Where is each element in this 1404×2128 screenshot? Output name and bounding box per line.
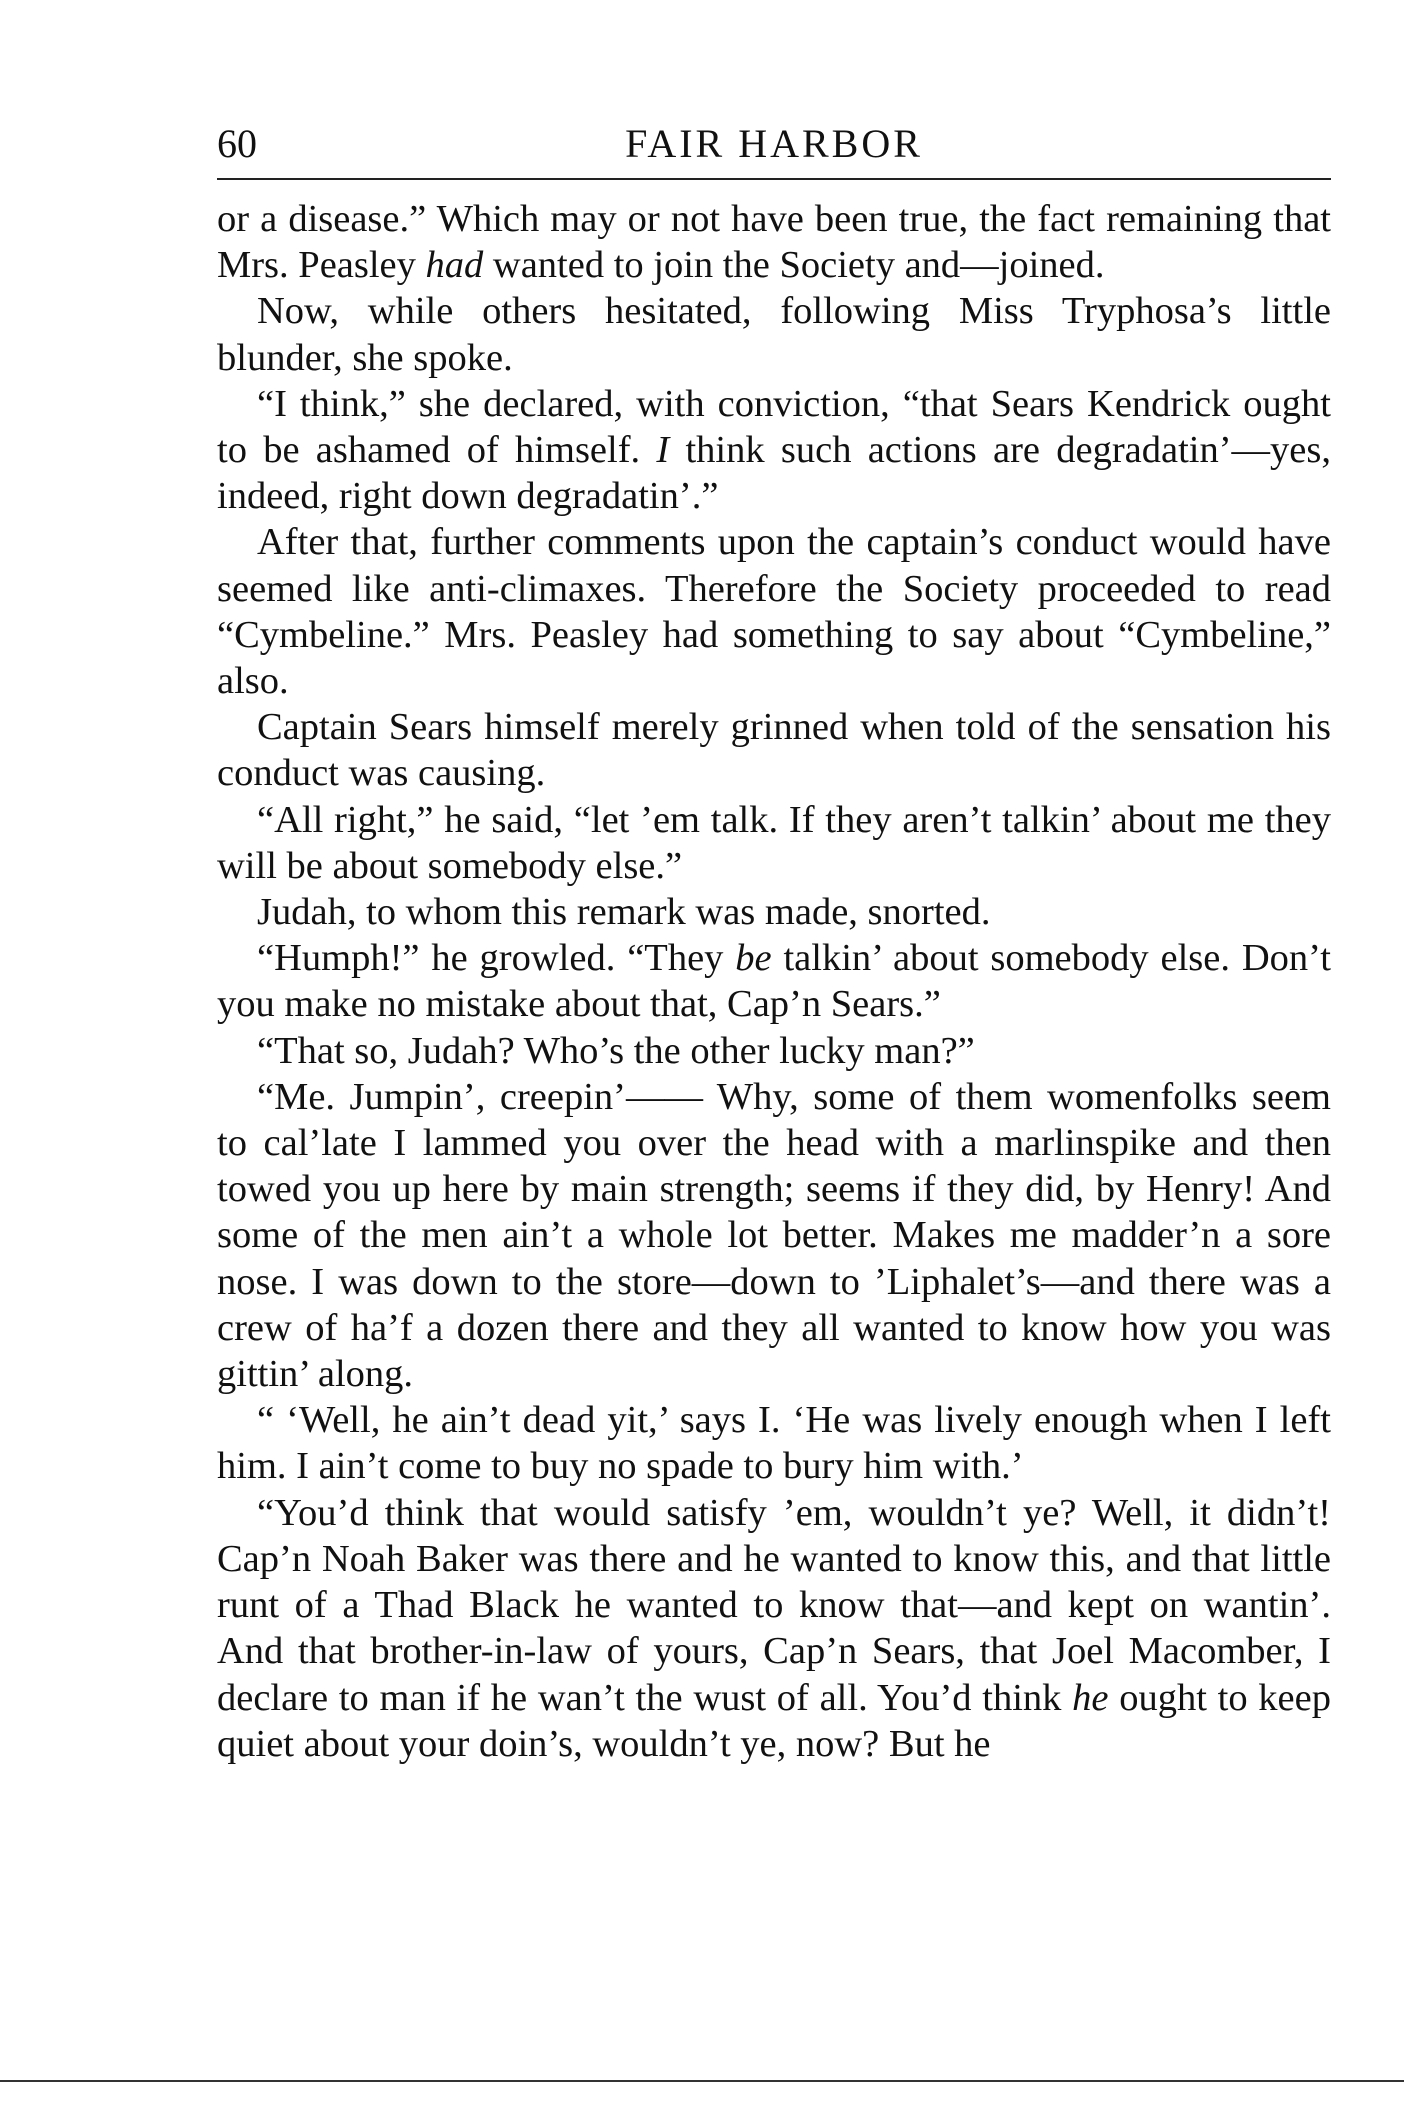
paragraph [217, 519, 1331, 704]
bottom-rule [0, 2080, 1404, 2082]
text-segment: Judah, to whom this remark was made, snorted. [257, 891, 991, 934]
paragraph [217, 1490, 1331, 1767]
text-segment: Captain Sears himself merely grinned when told of the sensation his conduct was causing. [217, 706, 1331, 795]
italic-text: had [425, 244, 484, 287]
text-segment: think such actions are degradatin’—yes, indeed, right down degradatin’.” [217, 429, 1331, 518]
text-segment: Now, while others hesitated, following Miss Tryphosa’s little blunder, she spoke. [217, 290, 1331, 379]
text-segment: “Humph!” he growled. “They [257, 937, 736, 980]
book-page [217, 118, 1331, 1767]
paragraph [217, 196, 1331, 288]
paragraph [217, 288, 1331, 380]
body-text [217, 196, 1331, 1767]
text-segment: “ ‘Well, he ain’t dead yit,’ says I. ‘He was lively enough when I left him. I ain’t come to buy no spade to bury him with.’ [217, 1399, 1331, 1488]
italic-text: I [656, 429, 670, 472]
text-segment: After that, further comments upon the captain’s conduct would have seemed like anti-climaxes. Therefore the Society proceeded to read “Cymbeline.” Mrs. Peasley had something to say about “Cymbeline,” also. [217, 521, 1331, 703]
text-segment: “I think,” she declared, with conviction, “that Sears Kendrick ought to be ashamed of himself. [217, 382, 1331, 472]
paragraph [217, 1028, 1331, 1074]
text-segment: “That so, Judah? Who’s the other lucky man?” [257, 1029, 975, 1072]
running-head: FAIR HARBOR [625, 121, 923, 166]
text-segment: wanted to join the Society and—joined. [483, 244, 1105, 287]
header-rule [217, 178, 1331, 180]
text-segment: “Me. Jumpin’, creepin’—— Why, some of them womenfolks seem to cal’late I lammed you over the head with a marlinspike and then towed you up here by main strength; seems if they did, by Henry! And some of the men ain’t a whole lot better. Makes me madder’n a sore nose. I was down to the store—down to ’Liphalet’s—and there was a crew of ha’f a dozen there and they all wanted to know how you was gittin’ along. [217, 1075, 1331, 1396]
paragraph [217, 935, 1331, 1027]
page-number: 60 [217, 121, 257, 166]
text-segment: or a disease.” Which may or not have been true, the fact remaining that Mrs. Peasley [217, 198, 1331, 287]
text-segment: talkin’ about somebody else. Don’t you make no mistake about that, Cap’n Sears.” [217, 937, 1331, 1026]
text-segment: “You’d think that would satisfy ’em, wouldn’t ye? Well, it didn’t! Cap’n Noah Baker was there and he wanted to know this, and that little runt of a Thad Black he wanted to know that—and kept on wantin’. And that brother-in-law of yours, Cap’n Sears, that Joel Macomber, I declare to man if he wan’t the wust of all. You’d think [217, 1491, 1331, 1719]
text-segment: ought to keep quiet about your doin’s, wouldn’t ye, now? But he [217, 1676, 1331, 1765]
page-header [217, 118, 1331, 170]
paragraph [217, 704, 1331, 796]
italic-text: be [735, 937, 772, 980]
text-segment: “All right,” he said, “let ’em talk. If they aren’t talkin’ about me they will be about somebody else.” [217, 798, 1331, 887]
italic-text: he [1072, 1676, 1109, 1719]
paragraph [217, 381, 1331, 520]
paragraph [217, 797, 1331, 889]
paragraph [217, 1397, 1331, 1489]
paragraph [217, 889, 1331, 935]
paragraph [217, 1074, 1331, 1397]
